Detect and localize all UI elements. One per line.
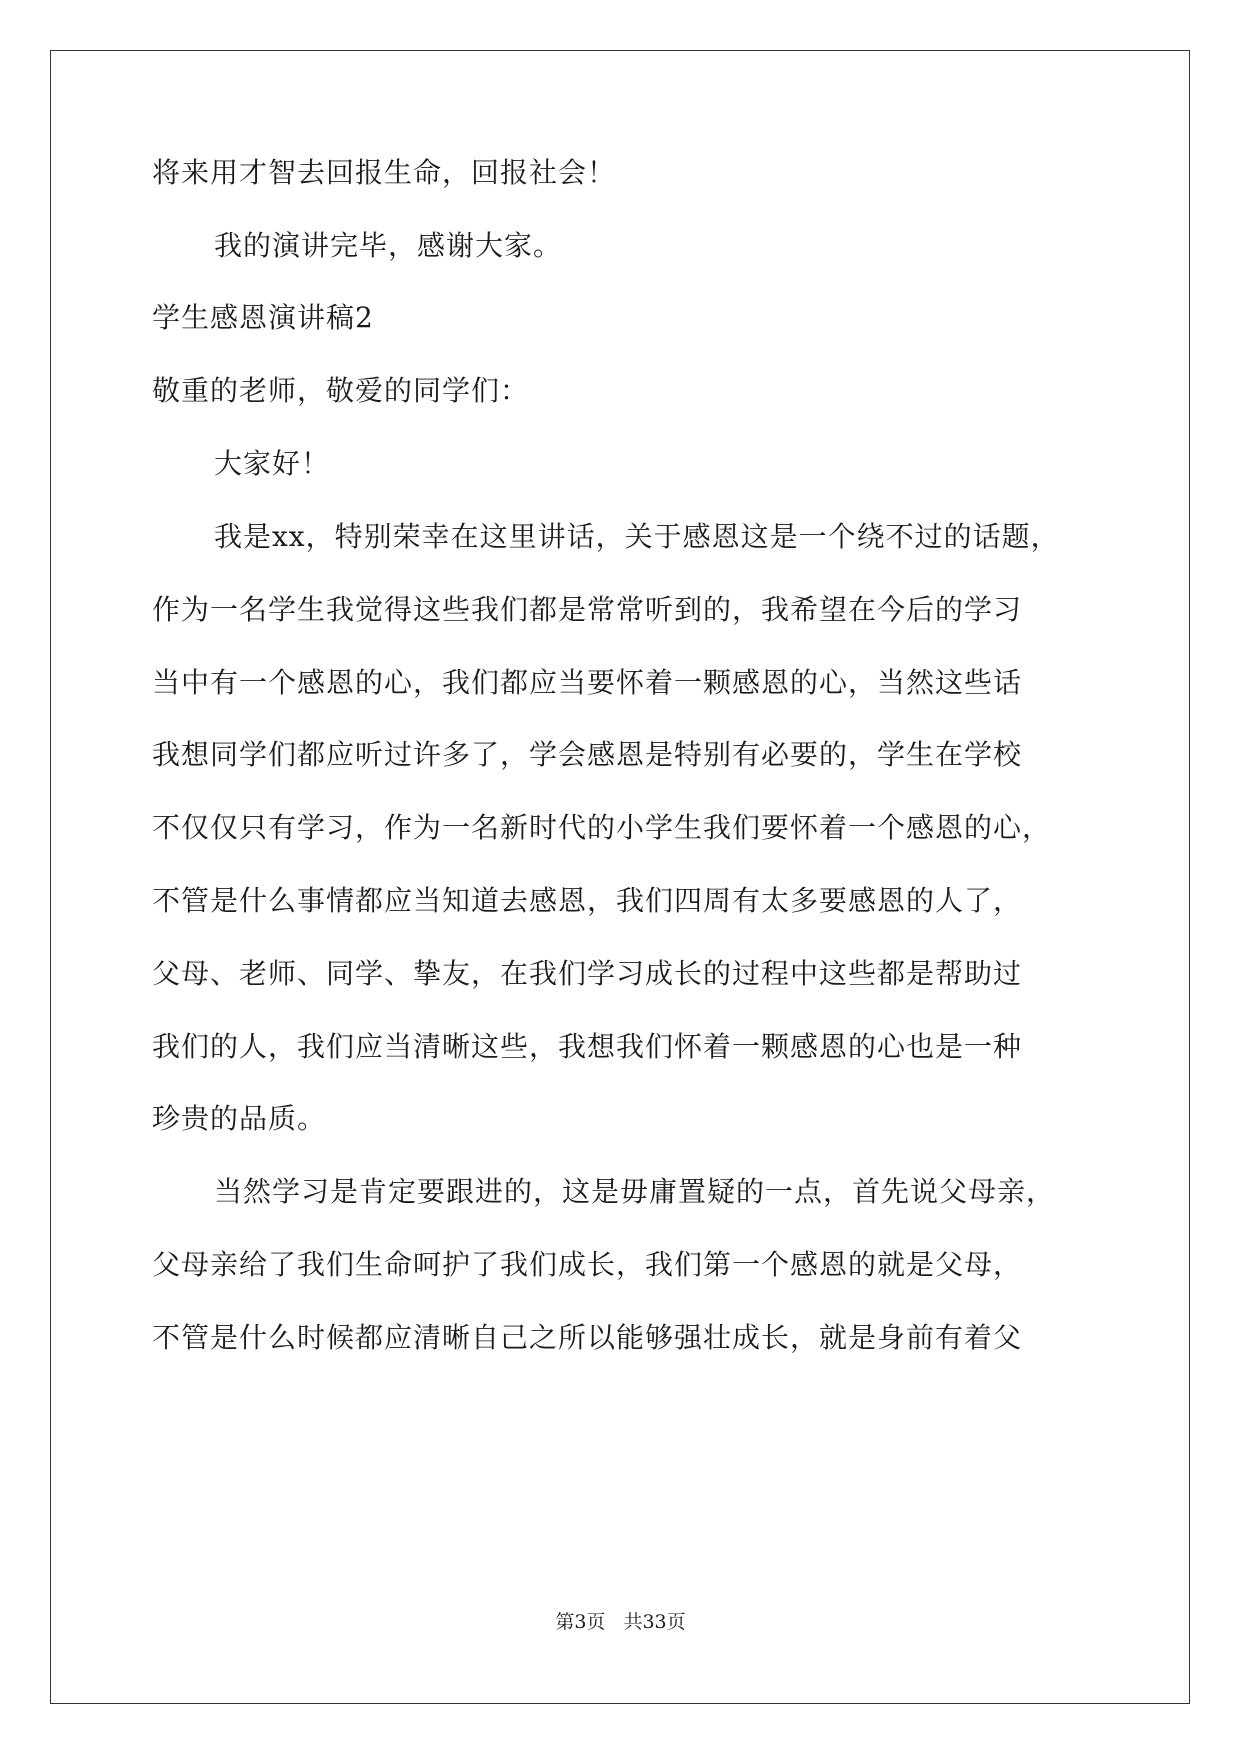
text-line: 不仅仅只有学习，作为一名新时代的小学生我们要怀着一个感恩的心， bbox=[152, 811, 1052, 844]
text-line: 将来用才智去回报生命，回报社会！ bbox=[152, 156, 617, 189]
text-line: 作为一名学生我觉得这些我们都是常常听到的，我希望在今后的学习 bbox=[152, 593, 1023, 626]
text-line: 不管是什么事情都应当知道去感恩，我们四周有太多要感恩的人了， bbox=[152, 884, 1023, 917]
greeting: 大家好！ bbox=[214, 447, 331, 480]
text-line: 不管是什么时候都应清晰自己之所以能够强壮成长，就是身前有着父 bbox=[152, 1321, 1023, 1354]
section-heading: 学生感恩演讲稿2 bbox=[152, 301, 374, 334]
text-line: 我们的人，我们应当清晰这些，我想我们怀着一颗感恩的心也是一种 bbox=[152, 1030, 1023, 1063]
text-line: 我的演讲完毕，感谢大家。 bbox=[214, 229, 563, 262]
page-border bbox=[50, 50, 1190, 1704]
page-total: 共33页 bbox=[623, 1611, 686, 1633]
text-line: 当中有一个感恩的心，我们都应当要怀着一颗感恩的心，当然这些话 bbox=[152, 666, 1023, 699]
text-line: 珍贵的品质。 bbox=[152, 1102, 327, 1135]
page-footer bbox=[0, 1610, 1241, 1634]
text-line: 父母、老师、同学、挚友，在我们学习成长的过程中这些都是帮助过 bbox=[152, 957, 1023, 990]
text-line: 当然学习是肯定要跟进的，这是毋庸置疑的一点，首先说父母亲， bbox=[214, 1175, 1056, 1208]
text-line: 父母亲给了我们生命呵护了我们成长，我们第一个感恩的就是父母， bbox=[152, 1248, 1023, 1281]
page-number: 第3页 bbox=[555, 1611, 606, 1633]
text-line: 我是xx，特别荣幸在这里讲话，关于感恩这是一个绕不过的话题， bbox=[214, 520, 1060, 553]
salutation: 敬重的老师，敬爱的同学们： bbox=[152, 374, 530, 407]
text-line: 我想同学们都应听过许多了，学会感恩是特别有必要的，学生在学校 bbox=[152, 738, 1023, 771]
